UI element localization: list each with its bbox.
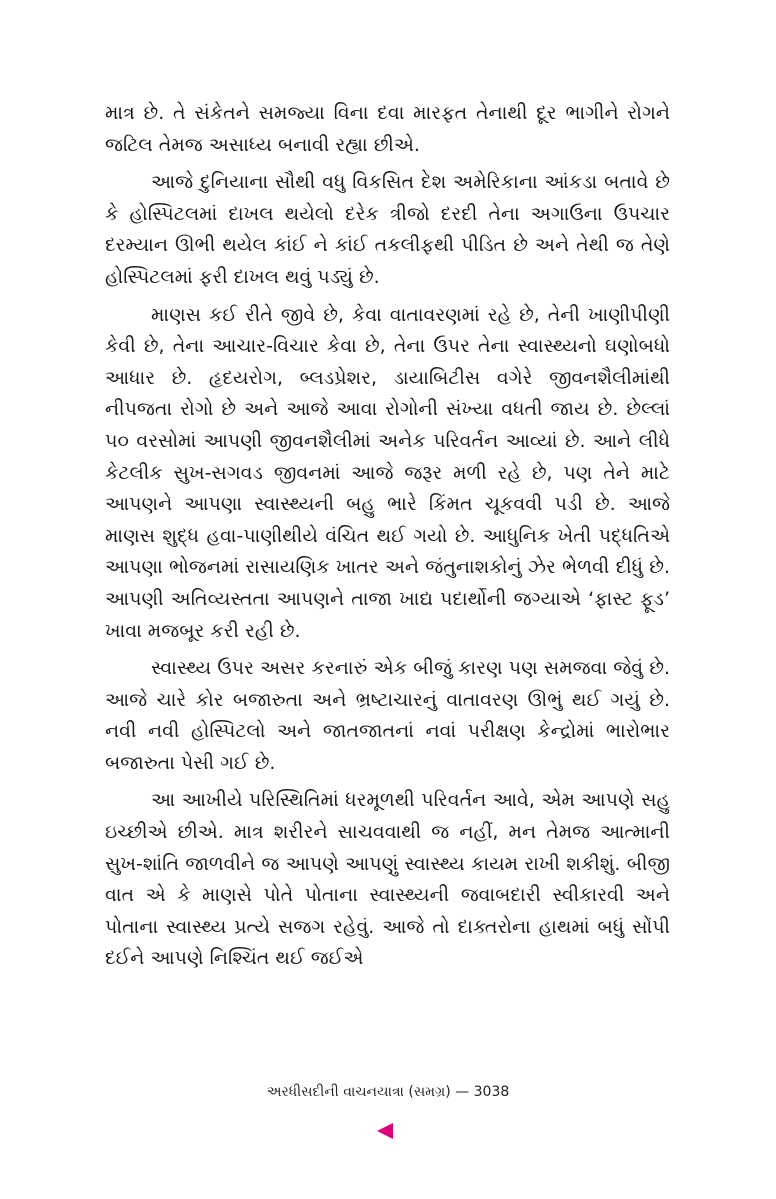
paragraph: આ આખીયે પરિસ્થિતિમાં ધરમૂળથી પરિવર્તન આવે, એમ આપણે સહુ ઇચ્છીએ છીએ. માત્ર શરીરને સાચવવાથી જ નહીં, મન તેમજ આત્માની સુખ-શાંતિ જાળવીને જ આપણે આપણું સ્વાસ્થ્ય કાયમ રાખી શકીશું. બીજી વાત એ કે માણસે પોતે પોતાના સ્વાસ્થ્યની જવાબદારી સ્વીકારવી અને પોતાના સ્વાસ્થ્ય પ્રત્યે સજગ રહેવું. આજે તો દાક્તરોના હાથમાં બધું સોંપી દઈને આપણે નિશ્ચિંત થઈ જઈએ xyxy=(105,789,670,970)
body-text xyxy=(105,98,670,981)
paragraph: સ્વાસ્થ્ય ઉપર અસર કરનારું એક બીજું કારણ પણ સમજવા જેવું છે. આજે ચારે કોર બજારુતા અને ભ્રષ્ટાચારનું વાતાવરણ ઊભું થઈ ગયું છે. નવી નવી હોસ્પિટલો અને જાતજાતનાં નવાં પરીક્ષણ કેન્દ્રોમાં ભારોભાર બજારુતા પેસી ગઈ છે. xyxy=(105,657,670,774)
page-footer: અરધીસદીની વાચનયાત્રા (સમગ્ર) — 3038 xyxy=(266,1084,510,1100)
paragraph-continued: માત્ર છે. તે સંકેતને સમજ્યા વિના દવા મારફત તેનાથી દૂર ભાગીને રોગને જટિલ તેમજ અસાધ્ય બનાવી રહ્યા છીએ. xyxy=(105,102,670,156)
paragraph: આજે દુનિયાના સૌથી વધુ વિકસિત દેશ અમેરિકાના આંકડા બતાવે છે કે હોસ્પિટલમાં દાખલ થયેલો દરેક ત્રીજો દરદી તેના અગાઉના ઉપચાર દરમ્યાન ઊભી થયેલ કાંઈ ને કાંઈ તકલીફથી પીડિત છે અને તેથી જ તેણે હોસ્પિટલમાં ફરી દાખલ થવું પડ્યું છે. xyxy=(105,171,670,288)
paragraph: માણસ કઈ રીતે જીવે છે, કેવા વાતાવરણમાં રહે છે, તેની ખાણીપીણી કેવી છે, તેના આચાર-વિચાર કેવા છે, તેના ઉપર તેના સ્વાસ્થ્યનો ઘણોબધો આધાર છે. હૃદયરોગ, બ્લડપ્રેશર, ડાયાબિટીસ વગેરે જીવનશૈલીમાંથી નીપજતા રોગો છે અને આજે આવા રોગોની સંખ્યા વધતી જાય છે. છેલ્લાં ૫૦ વરસોમાં આપણી જીવનશૈલીમાં અનેક પરિવર્તન આવ્યાં છે. આને લીધે કેટલીક સુખ-સગવડ જીવનમાં આજે જરૂર મળી રહે છે, પણ તેને માટે આપણને આપણા સ્વાસ્થ્યની બહુ ભારે કિંમત ચૂકવવી પડી છે. આજે માણસ શુદ્ધ હવા-પાણીથીયે વંચિત થઈ ગયો છે. આધુનિક ખેતી પદ્ધતિએ આપણા ભોજનમાં રાસાયણિક ખાતર અને જંતુનાશકોનું ઝેર ભેળવી દીધું છે. આપણી અતિવ્યસ્તતા આપણને તાજા ખાદ્ય પદાર્થોની જગ્યાએ ‘ફાસ્ટ ફૂડ’ ખાવા મજબૂર કરી રહી છે. xyxy=(105,303,670,642)
previous-page-arrow-icon[interactable] xyxy=(377,1123,393,1139)
